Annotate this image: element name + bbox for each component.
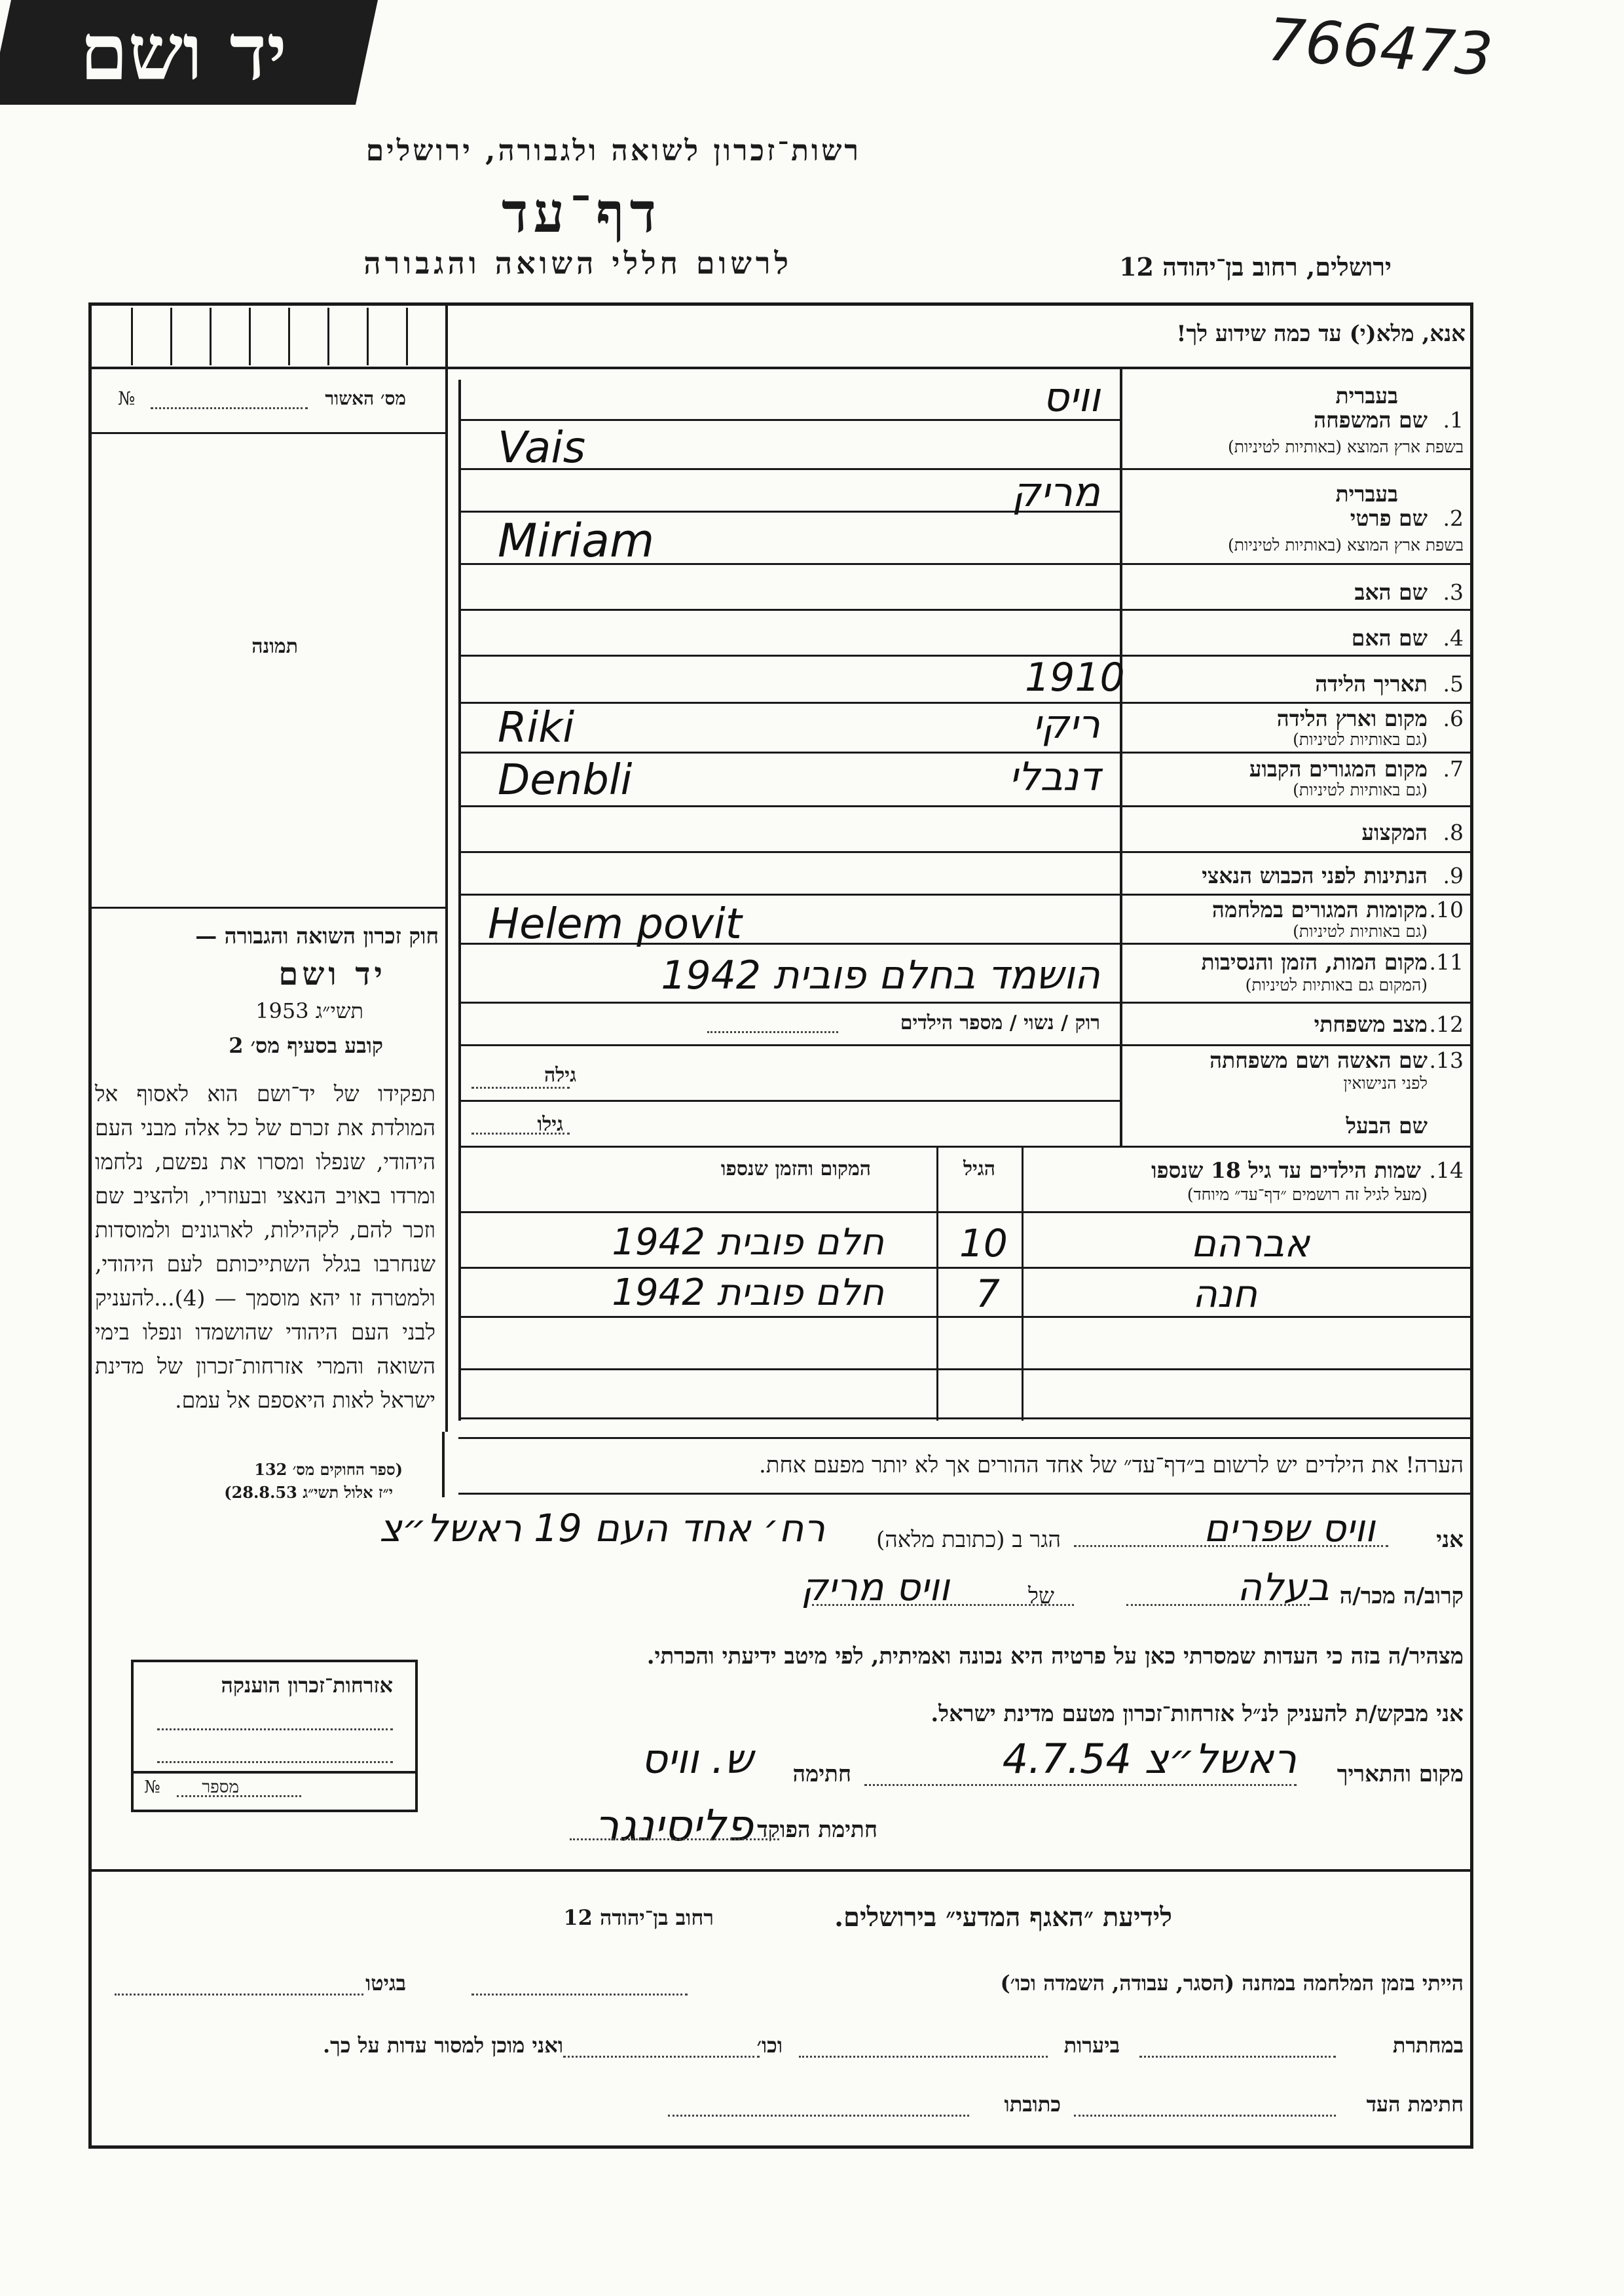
declarant-resides-label: הגר ב (כתובת מלאה) [876, 1527, 1061, 1553]
law-reference-2: י״ז אלול תשי״ג 28.8.53) [224, 1483, 393, 1502]
declarant-address[interactable]: רח׳ אחד העם 19 ראשל״צ [379, 1506, 825, 1550]
husband-age-label: גילו [537, 1113, 563, 1136]
child-1-age[interactable]: 10 [959, 1221, 1008, 1266]
husband-age-field[interactable] [471, 1133, 570, 1135]
field-8-number: 8. [1443, 820, 1464, 845]
relation-value[interactable]: בעלה [1237, 1565, 1329, 1609]
footer-camp-field[interactable] [471, 1994, 688, 1995]
child-2-place[interactable]: חלם פובית 1942 [612, 1271, 884, 1314]
child-2-age[interactable]: 7 [976, 1271, 1000, 1316]
officer-signature[interactable]: פליסינגר [595, 1800, 753, 1851]
footer-ghetto-field[interactable] [115, 1994, 363, 1995]
header-address: ירושלים, רחוב בן־יהודה 12 [1119, 252, 1392, 282]
form-subtitle: לרשום חללי השואה והגבורה [363, 246, 792, 281]
citizenship-number-field[interactable] [177, 1795, 301, 1797]
footer-etc-field[interactable] [563, 2056, 760, 2058]
law-title: חוק זכרון השואה והגבורה — [195, 923, 439, 949]
field-5-label: תאריך הלידה [1315, 671, 1428, 697]
field-1-sublabel: בשפת ארץ המוצא (באותיות לטיניות) [1228, 437, 1464, 456]
approval-number-label: מס׳ האשור [325, 388, 406, 409]
wartime-residence-value[interactable]: Helem povit [488, 900, 742, 949]
field-2-label: שם פרטי [1350, 505, 1428, 531]
field-13-label: שם האשה ושם משפחתה [1209, 1048, 1428, 1073]
death-place-value[interactable]: הושמד בחלם פובית 1942 [661, 953, 1100, 998]
field-12-number: 12. [1429, 1011, 1464, 1037]
footer-address-label: כתובתו [1004, 2092, 1061, 2117]
field-2-sublabel: בשפת ארץ המוצא (באותיות לטיניות) [1228, 536, 1464, 555]
residence-hebrew-value[interactable]: דנבלי [1009, 754, 1100, 800]
child-1-name[interactable]: אברהם [1190, 1221, 1310, 1266]
place-date-value[interactable]: ראשל״צ 4.7.54 [1002, 1735, 1297, 1783]
field-4-number: 4. [1443, 625, 1464, 651]
field-6-number: 6. [1443, 706, 1464, 731]
field-1-number: 1. [1443, 407, 1464, 433]
field-13-sublabel: לפני הנישואין [1343, 1074, 1428, 1093]
field-9-number: 9. [1443, 863, 1464, 888]
field-12-label: מצב משפחתי [1314, 1011, 1428, 1037]
law-reference-1: (ספר החוקים מס׳ 132 [254, 1460, 403, 1479]
field-11-label: מקום המות, הזמן והנסיבות [1201, 949, 1428, 975]
law-year: תשי״ג 1953 [255, 998, 363, 1023]
form-title: דף־עד [501, 180, 661, 245]
authority-name: רשות־זכרון לשואה ולגבורה, ירושלים [365, 134, 861, 168]
footer-address: רחוב בן־יהודה 12 [563, 1905, 714, 1930]
declarant-name[interactable]: וויס שפרים [1203, 1506, 1375, 1550]
photo-label: תמונה [251, 635, 298, 658]
field-1-hebrew-tag: בעברית [1335, 383, 1398, 409]
footer-etc-label: וכו׳ [756, 2033, 783, 2058]
field-4-label: שם האם [1351, 625, 1428, 651]
field-6-sublabel: (גם באותיות לטיניות) [1293, 730, 1428, 749]
children-note: הערה! את הילדים יש לרשום ב״דף־עד״ של אחד ההורים אך לא יותר מפעם אחת. [758, 1452, 1464, 1478]
surname-latin-value[interactable]: Vais [498, 422, 586, 473]
children-place-column: המקום והזמן שנספו [720, 1157, 871, 1180]
field-11-number: 11. [1429, 949, 1464, 975]
yad-vashem-logo: יד ושם [0, 0, 378, 105]
declarant-signature[interactable]: ש. וויס [640, 1735, 753, 1783]
field-10-label: מקומות המגורים במלחמה [1211, 897, 1428, 922]
husband-name-label: שם הבעל [1346, 1113, 1428, 1139]
field-2-hebrew-tag: בעברית [1335, 481, 1398, 507]
children-header-note: (מעל לגיל זה רושמים ״דף־עד״ מיוחד) [1187, 1185, 1428, 1204]
law-text: תפקידו של יד־ושם הוא לאסוף אל המולדת את זכרם של כל אלה מבני העם היהודי, שנפלו ומסרו את נפשם, נלחמו ומרדו באויב הנאצי ובעוזריו, ולהציב שם וזכר להם, לקהילות, לארגונים ולמוסדות שנחרבו בגלל השתייכותם לעם היהודי, ולמטרה זו יהא מוסמך — (4)...להעניק לבני העם היהודי שהושמדו ונפלו בימי השואה והמרי אזרחות־זכרון של מדינת ישראל לאות היאספם אל עמם. [95, 1081, 435, 1413]
footer-witness-signature-field[interactable] [1074, 2115, 1336, 2117]
footer-forests-label: ביערות [1063, 2033, 1120, 2058]
field-3-label: שם האב [1354, 579, 1428, 605]
field-3-number: 3. [1443, 579, 1464, 605]
footer-ready-text: ואני מוכן למסור עדות על כך. [322, 2033, 563, 2058]
field-10-number: 10. [1429, 897, 1464, 922]
field-7-number: 7. [1443, 756, 1464, 782]
surname-hebrew-value[interactable]: וויס [1043, 373, 1100, 421]
officer-signature-label: חתימת הפוקד [757, 1817, 877, 1843]
wife-age-label: גילה [544, 1064, 576, 1087]
footer-address-field[interactable] [668, 2115, 969, 2117]
place-date-label: מקום והתאריך [1337, 1761, 1464, 1787]
birth-date-value[interactable]: 1910 [1025, 655, 1125, 701]
field-5-number: 5. [1443, 671, 1464, 697]
citizenship-number-suffix: № [144, 1777, 160, 1797]
birthplace-latin-value[interactable]: Riki [498, 704, 575, 752]
of-name-value[interactable]: וויס מריק [801, 1565, 950, 1609]
birthplace-hebrew-value[interactable]: ריקי [1032, 702, 1100, 748]
children-count-field[interactable] [707, 1031, 838, 1033]
field-14-number: 14. [1429, 1157, 1464, 1183]
footer-witness-signature-label: חתימת העד [1366, 2092, 1464, 2117]
archive-number: 766473 [1266, 5, 1496, 90]
children-header: שמות הילדים עד גיל 18 שנספו [1151, 1157, 1421, 1183]
approval-number-field[interactable] [151, 407, 308, 409]
declarant-i-label: אני [1436, 1527, 1464, 1553]
children-age-column: הגיל [963, 1157, 995, 1180]
field-11-sublabel: (המקום גם באותיות לטיניות) [1245, 975, 1428, 994]
field-6-label: מקום וארץ הלידה [1276, 706, 1428, 731]
first-name-latin-value[interactable]: Miriam [498, 514, 655, 568]
relative-label: קרוב/ה מכר/ה [1339, 1583, 1464, 1609]
of-label: של [1028, 1583, 1054, 1609]
field-1-label: שם המשפחה [1314, 407, 1428, 433]
footer-forests-field[interactable] [799, 2056, 1048, 2058]
footer-ghetto-label: בגיטו [365, 1971, 406, 1995]
field-10-sublabel: (גם באותיות לטיניות) [1293, 922, 1428, 941]
footer-title: לידיעת ״האגף המדעי״ בירושלים. [834, 1902, 1172, 1933]
citizenship-request: אני מבקש/ת להעניק לנ״ל אזרחות־זכרון מטעם מדינת ישראל. [931, 1701, 1464, 1727]
approval-number-suffix: № [118, 388, 136, 409]
declaration-statement: מצהיר/ה בזה כי העדות שמסרתי כאן על פרטיה היא נכונה ואמיתית, לפי מיטב ידיעתי והכרתי. [646, 1643, 1464, 1669]
law-name: יד ושם [278, 956, 386, 993]
first-name-hebrew-value[interactable]: מריק [1012, 468, 1100, 516]
child-1-place[interactable]: חלם פובית 1942 [612, 1221, 884, 1264]
instruction-text: אנא, מלא(י) עד כמה שידוע לך! [1176, 321, 1466, 347]
child-2-name[interactable]: חנה [1192, 1271, 1257, 1316]
citizenship-number-label: מספר [202, 1777, 239, 1797]
footer-camp-label: הייתי בזמן המלחמה במחנה (הסגר, עבודה, השמדה וכו׳) [1000, 1971, 1464, 1995]
marital-status-options: רוק / נשוי / מספר הילדים [900, 1011, 1100, 1034]
wife-age-field[interactable] [471, 1087, 570, 1089]
footer-underground-field[interactable] [1139, 2056, 1336, 2058]
law-clause: קובע בסעיף מס׳ 2 [229, 1033, 383, 1058]
field-7-sublabel: (גם באותיות לטיניות) [1293, 780, 1428, 799]
signature-label: חתימה [792, 1761, 851, 1787]
field-9-label: הנתינות לפני הכבוש הנאצי [1202, 863, 1428, 888]
field-8-label: המקצוע [1361, 820, 1428, 845]
field-2-number: 2. [1443, 505, 1464, 531]
field-13-number: 13. [1429, 1048, 1464, 1073]
field-7-label: מקום המגורים הקבוע [1249, 756, 1428, 782]
residence-latin-value[interactable]: Denbli [498, 756, 633, 805]
citizenship-box-title: אזרחות־זכרון הוענקה [221, 1673, 393, 1698]
footer-underground-label: במחתרת [1392, 2033, 1464, 2058]
